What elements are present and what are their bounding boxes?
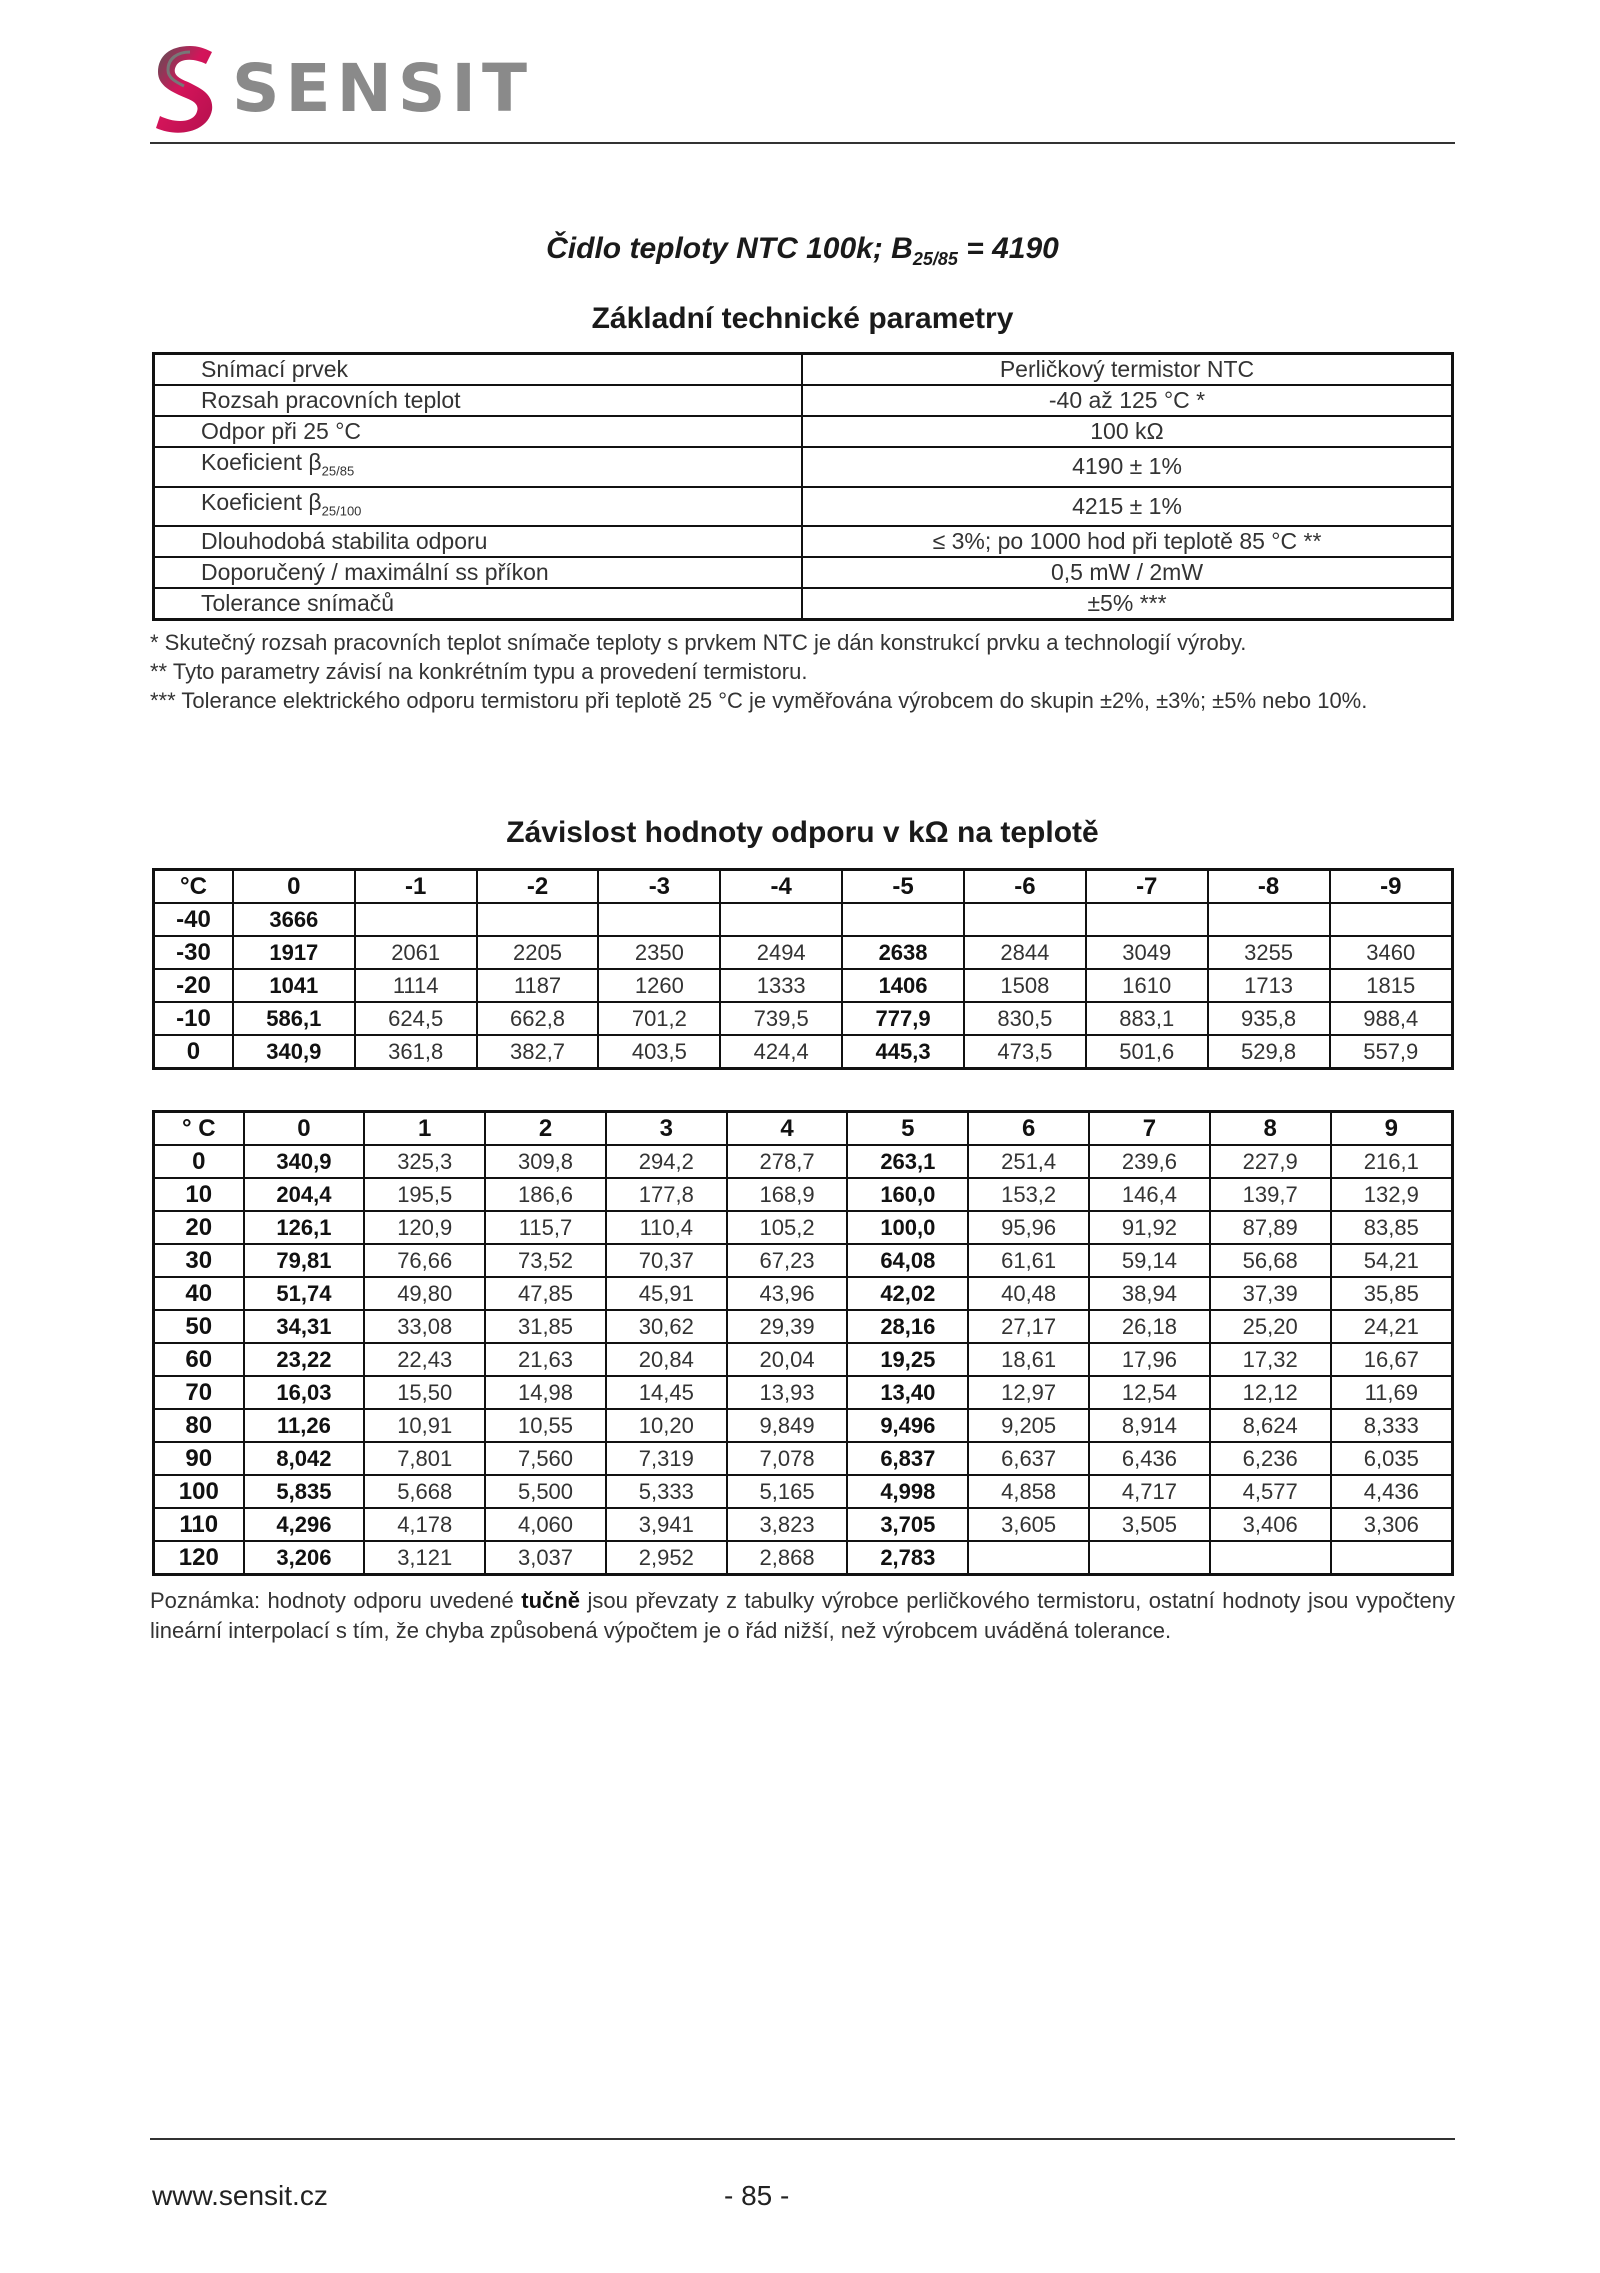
table-cell: 1406 xyxy=(842,969,964,1002)
param-row xyxy=(154,354,1453,386)
column-header: 3 xyxy=(606,1112,727,1146)
table-cell: 263,1 xyxy=(847,1145,968,1178)
table-cell: 4,717 xyxy=(1089,1475,1210,1508)
table-cell: 473,5 xyxy=(964,1035,1086,1069)
table-cell: 5,333 xyxy=(606,1475,727,1508)
table-cell: 3,605 xyxy=(968,1508,1089,1541)
resistance-table-positive xyxy=(152,1110,1454,1576)
table-cell: 1333 xyxy=(720,969,842,1002)
row-header: 110 xyxy=(154,1508,244,1541)
table-cell: 1917 xyxy=(233,936,355,969)
table-cell: 7,560 xyxy=(485,1442,606,1475)
table-cell: 56,68 xyxy=(1210,1244,1331,1277)
table-cell: 3,121 xyxy=(364,1541,485,1575)
table-cell: 1815 xyxy=(1330,969,1453,1002)
table-cell: 22,43 xyxy=(364,1343,485,1376)
table-cell: 1114 xyxy=(355,969,477,1002)
column-header: 8 xyxy=(1210,1112,1331,1146)
table-cell xyxy=(1208,903,1330,936)
table-cell: 91,92 xyxy=(1089,1211,1210,1244)
table-cell: 13,40 xyxy=(847,1376,968,1409)
param-value: ±5% *** xyxy=(802,588,1453,620)
table-cell: 5,668 xyxy=(364,1475,485,1508)
table-cell: 25,20 xyxy=(1210,1310,1331,1343)
column-header: -1 xyxy=(355,870,477,904)
table-cell: 70,37 xyxy=(606,1244,727,1277)
table-row xyxy=(154,1310,1453,1343)
table-cell: 12,54 xyxy=(1089,1376,1210,1409)
table-cell: 340,9 xyxy=(244,1145,365,1178)
table-row xyxy=(154,903,1453,936)
parameters-table xyxy=(152,352,1454,621)
table-cell: 195,5 xyxy=(364,1178,485,1211)
table-cell: 17,96 xyxy=(1089,1343,1210,1376)
param-label-text: Koeficient β xyxy=(201,449,322,475)
table-cell: 1713 xyxy=(1208,969,1330,1002)
param-value: -40 až 125 °C * xyxy=(802,385,1453,416)
table-cell: 2844 xyxy=(964,936,1086,969)
param-row xyxy=(154,487,1453,527)
table-cell: 9,205 xyxy=(968,1409,1089,1442)
table-cell: 216,1 xyxy=(1331,1145,1453,1178)
table-cell: 935,8 xyxy=(1208,1002,1330,1035)
table-cell: 83,85 xyxy=(1331,1211,1453,1244)
table-row xyxy=(154,1211,1453,1244)
table-row xyxy=(154,1002,1453,1035)
row-header: 10 xyxy=(154,1178,244,1211)
table-row xyxy=(154,1376,1453,1409)
table-cell: 3,505 xyxy=(1089,1508,1210,1541)
table-cell: 29,39 xyxy=(727,1310,848,1343)
row-header: 0 xyxy=(154,1145,244,1178)
table-cell: 424,4 xyxy=(720,1035,842,1069)
table-cell: 146,4 xyxy=(1089,1178,1210,1211)
table-cell: 47,85 xyxy=(485,1277,606,1310)
table-cell: 1041 xyxy=(233,969,355,1002)
table-row xyxy=(154,1145,1453,1178)
row-header: 90 xyxy=(154,1442,244,1475)
table-cell: 33,08 xyxy=(364,1310,485,1343)
row-header: 120 xyxy=(154,1541,244,1575)
table-header-row xyxy=(154,1112,1453,1146)
table-cell: 309,8 xyxy=(485,1145,606,1178)
param-label xyxy=(154,385,803,416)
footnote: * Skutečný rozsah pracovních teplot snímače teploty s prvkem NTC je dán konstrukcí prvku a technologií výroby. xyxy=(150,630,1247,655)
table-cell: 239,6 xyxy=(1089,1145,1210,1178)
param-value: Perličkový termistor NTC xyxy=(802,354,1453,386)
table-cell: 8,333 xyxy=(1331,1409,1453,1442)
table-cell: 3666 xyxy=(233,903,355,936)
title-value: = 4190 xyxy=(957,232,1059,265)
column-header: 0 xyxy=(233,870,355,904)
table-cell: 40,48 xyxy=(968,1277,1089,1310)
row-header: -10 xyxy=(154,1002,233,1035)
table-cell: 5,165 xyxy=(727,1475,848,1508)
table-cell: 17,32 xyxy=(1210,1343,1331,1376)
table-cell: 49,80 xyxy=(364,1277,485,1310)
table-cell: 340,9 xyxy=(233,1035,355,1069)
row-header: -30 xyxy=(154,936,233,969)
table-cell: 177,8 xyxy=(606,1178,727,1211)
table-cell: 126,1 xyxy=(244,1211,365,1244)
table-cell: 26,18 xyxy=(1089,1310,1210,1343)
table-cell: 529,8 xyxy=(1208,1035,1330,1069)
table-cell: 54,21 xyxy=(1331,1244,1453,1277)
table-cell: 18,61 xyxy=(968,1343,1089,1376)
param-label xyxy=(154,354,803,386)
param-label xyxy=(154,588,803,620)
footer-url: www.sensit.cz xyxy=(152,2180,328,2211)
table-cell: 59,14 xyxy=(1089,1244,1210,1277)
table-row xyxy=(154,1475,1453,1508)
table-cell: 6,436 xyxy=(1089,1442,1210,1475)
table-cell xyxy=(964,903,1086,936)
footnote: *** Tolerance elektrického odporu termistoru při teplotě 25 °C je vyměřována výrobcem do skupin ±2%, ±3%; ±5% nebo 10%. xyxy=(150,688,1368,713)
table-cell: 2061 xyxy=(355,936,477,969)
table-cell: 168,9 xyxy=(727,1178,848,1211)
param-row xyxy=(154,526,1453,557)
column-header: -6 xyxy=(964,870,1086,904)
table-cell: 73,52 xyxy=(485,1244,606,1277)
row-header: -40 xyxy=(154,903,233,936)
table-row xyxy=(154,969,1453,1002)
table-row xyxy=(154,936,1453,969)
table-cell: 251,4 xyxy=(968,1145,1089,1178)
resistance-heading: Závislost hodnoty odporu v kΩ na teplotě xyxy=(506,816,1099,849)
column-header: -8 xyxy=(1208,870,1330,904)
table-cell: 95,96 xyxy=(968,1211,1089,1244)
table-cell: 4,858 xyxy=(968,1475,1089,1508)
table-row xyxy=(154,1541,1453,1575)
table-cell xyxy=(1210,1541,1331,1575)
table-cell: 115,7 xyxy=(485,1211,606,1244)
row-header: 0 xyxy=(154,1035,233,1069)
table-cell: 2,783 xyxy=(847,1541,968,1575)
table-cell: 10,91 xyxy=(364,1409,485,1442)
table-cell: 2638 xyxy=(842,936,964,969)
table-cell: 1187 xyxy=(477,969,599,1002)
table-cell: 120,9 xyxy=(364,1211,485,1244)
table-cell: 23,22 xyxy=(244,1343,365,1376)
table-cell: 14,45 xyxy=(606,1376,727,1409)
table-cell: 557,9 xyxy=(1330,1035,1453,1069)
param-label-subscript: 25/100 xyxy=(321,503,362,519)
table-cell: 7,078 xyxy=(727,1442,848,1475)
resistance-table-negative xyxy=(152,868,1454,1070)
table-cell: 4,178 xyxy=(364,1508,485,1541)
table-row xyxy=(154,1035,1453,1069)
table-cell: 3,941 xyxy=(606,1508,727,1541)
row-header: 30 xyxy=(154,1244,244,1277)
table-cell: 45,91 xyxy=(606,1277,727,1310)
table-cell: 31,85 xyxy=(485,1310,606,1343)
table-row xyxy=(154,1409,1453,1442)
footnote: ** Tyto parametry závisí na konkrétním typu a provedení termistoru. xyxy=(150,659,808,684)
table-cell: 2,952 xyxy=(606,1541,727,1575)
table-cell: 10,20 xyxy=(606,1409,727,1442)
table-cell: 38,94 xyxy=(1089,1277,1210,1310)
table-cell: 16,03 xyxy=(244,1376,365,1409)
params-heading: Základní technické parametry xyxy=(591,302,1014,335)
table-cell: 3,823 xyxy=(727,1508,848,1541)
table-cell: 382,7 xyxy=(477,1035,599,1069)
table-cell: 43,96 xyxy=(727,1277,848,1310)
table-cell: 2205 xyxy=(477,936,599,969)
column-header: -4 xyxy=(720,870,842,904)
param-value: 0,5 mW / 2mW xyxy=(802,557,1453,588)
table-cell: 87,89 xyxy=(1210,1211,1331,1244)
table-row xyxy=(154,1343,1453,1376)
table-header-row xyxy=(154,870,1453,904)
table-cell: 830,5 xyxy=(964,1002,1086,1035)
table-cell: 51,74 xyxy=(244,1277,365,1310)
param-label-text: Tolerance snímačů xyxy=(201,590,395,617)
param-label xyxy=(154,447,803,487)
table-cell: 20,84 xyxy=(606,1343,727,1376)
table-cell: 1508 xyxy=(964,969,1086,1002)
table-cell: 883,1 xyxy=(1086,1002,1208,1035)
table-cell: 8,042 xyxy=(244,1442,365,1475)
param-row xyxy=(154,557,1453,588)
table-row xyxy=(154,1277,1453,1310)
table-cell: 24,21 xyxy=(1331,1310,1453,1343)
unit-header: ° C xyxy=(154,1112,244,1146)
table-cell: 4,998 xyxy=(847,1475,968,1508)
table-cell: 79,81 xyxy=(244,1244,365,1277)
table-cell: 12,97 xyxy=(968,1376,1089,1409)
table-cell: 5,500 xyxy=(485,1475,606,1508)
table-cell: 34,31 xyxy=(244,1310,365,1343)
table-cell: 777,9 xyxy=(842,1002,964,1035)
table-cell: 9,496 xyxy=(847,1409,968,1442)
table-cell: 20,04 xyxy=(727,1343,848,1376)
column-header: 6 xyxy=(968,1112,1089,1146)
table-cell: 110,4 xyxy=(606,1211,727,1244)
param-label-text: Rozsah pracovních teplot xyxy=(201,387,461,413)
table-cell: 30,62 xyxy=(606,1310,727,1343)
param-row xyxy=(154,588,1453,620)
column-header: 4 xyxy=(727,1112,848,1146)
table-cell: 4,060 xyxy=(485,1508,606,1541)
table-cell: 325,3 xyxy=(364,1145,485,1178)
param-value: 4190 ± 1% xyxy=(802,447,1453,487)
table-row xyxy=(154,1442,1453,1475)
table-cell: 3,037 xyxy=(485,1541,606,1575)
table-cell: 11,26 xyxy=(244,1409,365,1442)
column-header: 7 xyxy=(1089,1112,1210,1146)
param-value: 100 kΩ xyxy=(802,416,1453,447)
table-cell: 4,436 xyxy=(1331,1475,1453,1508)
table-cell: 64,08 xyxy=(847,1244,968,1277)
param-row xyxy=(154,385,1453,416)
table-cell: 4,577 xyxy=(1210,1475,1331,1508)
table-cell: 624,5 xyxy=(355,1002,477,1035)
table-cell: 445,3 xyxy=(842,1035,964,1069)
table-cell: 28,16 xyxy=(847,1310,968,1343)
table-cell: 14,98 xyxy=(485,1376,606,1409)
document-title xyxy=(150,232,1455,270)
table-cell xyxy=(1089,1541,1210,1575)
table-row xyxy=(154,1178,1453,1211)
table-cell: 1260 xyxy=(598,969,720,1002)
table-cell: 9,849 xyxy=(727,1409,848,1442)
column-header: -5 xyxy=(842,870,964,904)
table-cell: 132,9 xyxy=(1331,1178,1453,1211)
table-cell: 3,705 xyxy=(847,1508,968,1541)
table-cell: 701,2 xyxy=(598,1002,720,1035)
table-cell: 76,66 xyxy=(364,1244,485,1277)
row-header: 50 xyxy=(154,1310,244,1343)
param-value: ≤ 3%; po 1000 hod při teplotě 85 °C ** xyxy=(802,526,1453,557)
table-cell xyxy=(968,1541,1089,1575)
param-value: 4215 ± 1% xyxy=(802,487,1453,527)
table-cell: 662,8 xyxy=(477,1002,599,1035)
table-row xyxy=(154,1508,1453,1541)
row-header: 40 xyxy=(154,1277,244,1310)
table-cell: 2,868 xyxy=(727,1541,848,1575)
table-cell xyxy=(477,903,599,936)
table-cell: 3,306 xyxy=(1331,1508,1453,1541)
param-label-text: Odpor při 25 °C xyxy=(201,418,362,444)
param-label xyxy=(154,487,803,527)
table-cell: 278,7 xyxy=(727,1145,848,1178)
param-label xyxy=(154,557,803,588)
param-label xyxy=(154,416,803,447)
table-cell: 10,55 xyxy=(485,1409,606,1442)
table-cell: 3,406 xyxy=(1210,1508,1331,1541)
row-header: 60 xyxy=(154,1343,244,1376)
table-cell: 100,0 xyxy=(847,1211,968,1244)
table-cell: 160,0 xyxy=(847,1178,968,1211)
table-cell xyxy=(720,903,842,936)
table-cell xyxy=(1086,903,1208,936)
table-cell: 3255 xyxy=(1208,936,1330,969)
column-header: 0 xyxy=(244,1112,365,1146)
footer-divider xyxy=(150,2138,1455,2140)
table-row xyxy=(154,1244,1453,1277)
table-cell xyxy=(355,903,477,936)
title-subscript: 25/85 xyxy=(912,249,958,269)
column-header: 2 xyxy=(485,1112,606,1146)
table-cell: 739,5 xyxy=(720,1002,842,1035)
table-cell: 403,5 xyxy=(598,1035,720,1069)
table-cell: 2350 xyxy=(598,936,720,969)
table-cell: 2494 xyxy=(720,936,842,969)
table-cell: 11,69 xyxy=(1331,1376,1453,1409)
table-cell: 13,93 xyxy=(727,1376,848,1409)
table-cell: 12,12 xyxy=(1210,1376,1331,1409)
table-cell: 501,6 xyxy=(1086,1035,1208,1069)
param-row xyxy=(154,416,1453,447)
table-cell xyxy=(842,903,964,936)
param-label-text: Snímací prvek xyxy=(201,356,348,382)
logo-text: SENSIT xyxy=(232,50,533,127)
table-cell: 227,9 xyxy=(1210,1145,1331,1178)
param-label-text: Dlouhodobá stabilita odporu xyxy=(201,528,488,555)
remark-text: Poznámka: hodnoty odporu uvedené xyxy=(150,1588,522,1613)
row-header: 100 xyxy=(154,1475,244,1508)
table-cell: 19,25 xyxy=(847,1343,968,1376)
table-cell: 294,2 xyxy=(606,1145,727,1178)
table-cell: 61,61 xyxy=(968,1244,1089,1277)
table-cell: 3460 xyxy=(1330,936,1453,969)
table-cell: 16,67 xyxy=(1331,1343,1453,1376)
table-cell: 361,8 xyxy=(355,1035,477,1069)
remark-note xyxy=(150,1586,1455,1646)
table-cell: 3,206 xyxy=(244,1541,365,1575)
table-cell: 27,17 xyxy=(968,1310,1089,1343)
footnotes xyxy=(150,628,1455,715)
table-cell xyxy=(1330,903,1453,936)
table-cell: 8,624 xyxy=(1210,1409,1331,1442)
row-header: 80 xyxy=(154,1409,244,1442)
table-cell: 186,6 xyxy=(485,1178,606,1211)
table-cell: 586,1 xyxy=(233,1002,355,1035)
table-cell: 6,837 xyxy=(847,1442,968,1475)
table-cell: 5,835 xyxy=(244,1475,365,1508)
remark-text: jsou převzaty z tabulky výrobce perličkového termistoru, ostatní hodnoty jsou vypočteny lineární interpolací s tím, že chyba způsobená výpočtem je o řád nižší, než výrobcem uváděná tolerance. xyxy=(150,1588,1455,1643)
table-cell: 42,02 xyxy=(847,1277,968,1310)
param-label-subscript: 25/85 xyxy=(321,463,355,479)
page-number: - 85 - xyxy=(724,2180,790,2211)
column-header: -7 xyxy=(1086,870,1208,904)
table-cell: 6,035 xyxy=(1331,1442,1453,1475)
sensit-logo xyxy=(150,42,533,137)
remark-bold-text: tučně xyxy=(521,1588,580,1613)
table-cell: 7,801 xyxy=(364,1442,485,1475)
table-cell: 8,914 xyxy=(1089,1409,1210,1442)
param-row xyxy=(154,447,1453,487)
column-header: -9 xyxy=(1330,870,1453,904)
column-header: 5 xyxy=(847,1112,968,1146)
table-cell: 4,296 xyxy=(244,1508,365,1541)
table-cell: 3049 xyxy=(1086,936,1208,969)
table-cell: 204,4 xyxy=(244,1178,365,1211)
column-header: -3 xyxy=(598,870,720,904)
param-label-text: Doporučený / maximální ss příkon xyxy=(201,559,549,586)
header-divider xyxy=(150,142,1455,144)
title-text: Čidlo teploty NTC 100k; B xyxy=(546,232,913,265)
table-cell: 7,319 xyxy=(606,1442,727,1475)
table-cell: 37,39 xyxy=(1210,1277,1331,1310)
sensit-logo-icon xyxy=(150,42,220,134)
table-cell xyxy=(1331,1541,1453,1575)
table-cell: 21,63 xyxy=(485,1343,606,1376)
table-cell: 15,50 xyxy=(364,1376,485,1409)
table-cell: 1610 xyxy=(1086,969,1208,1002)
table-cell: 105,2 xyxy=(727,1211,848,1244)
row-header: 70 xyxy=(154,1376,244,1409)
unit-header: °C xyxy=(154,870,233,904)
table-cell: 139,7 xyxy=(1210,1178,1331,1211)
column-header: 9 xyxy=(1331,1112,1453,1146)
row-header: 20 xyxy=(154,1211,244,1244)
table-cell: 6,236 xyxy=(1210,1442,1331,1475)
column-header: -2 xyxy=(477,870,599,904)
table-cell: 67,23 xyxy=(727,1244,848,1277)
table-cell xyxy=(598,903,720,936)
param-label-text: Koeficient β xyxy=(201,488,322,515)
table-cell: 988,4 xyxy=(1330,1002,1453,1035)
row-header: -20 xyxy=(154,969,233,1002)
param-label xyxy=(154,526,803,557)
table-cell: 35,85 xyxy=(1331,1277,1453,1310)
table-cell: 153,2 xyxy=(968,1178,1089,1211)
column-header: 1 xyxy=(364,1112,485,1146)
table-cell: 6,637 xyxy=(968,1442,1089,1475)
